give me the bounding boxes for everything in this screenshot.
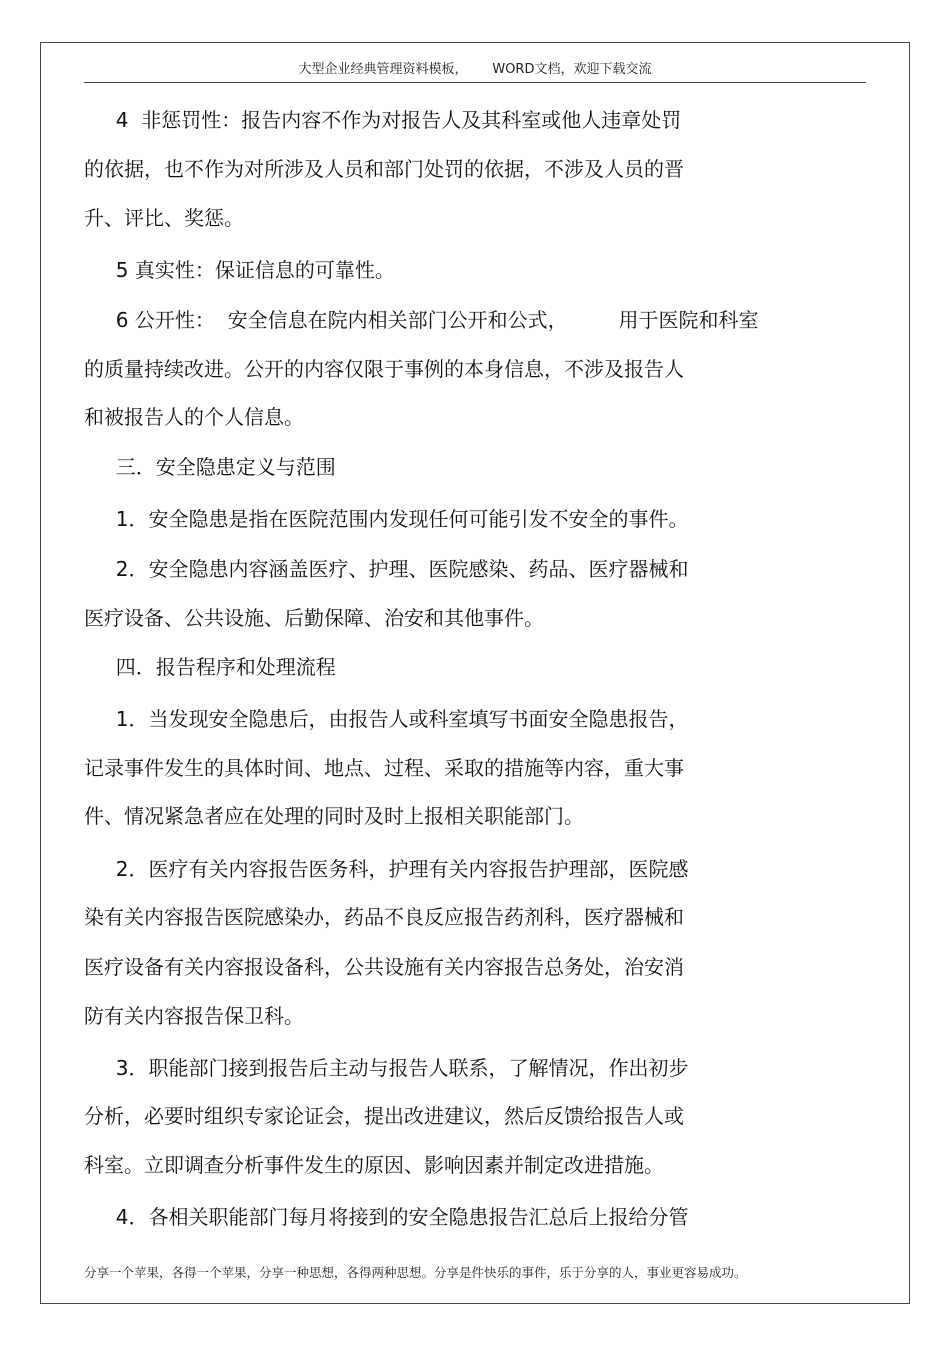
- body-line: 染有关内容报告医院感染办，药品不良反应报告药剂科，医疗器械和: [84, 905, 684, 929]
- body-line: 4．各相关职能部门每月将接到的安全隐患报告汇总后上报给分管: [84, 1205, 689, 1229]
- body-line: 升、评比、奖惩。: [84, 206, 244, 230]
- page-header: 大型企业经典管理资料模板， WORD文档，欢迎下载交流: [298, 62, 652, 77]
- body-line: 6 公开性： 安全信息在院内相关部门公开和公式， 用于医院和科室: [84, 308, 759, 332]
- body-line: 医疗设备、公共设施、后勤保障、治安和其他事件。: [84, 606, 544, 630]
- body-line: 2．医疗有关内容报告医务科，护理有关内容报告护理部，医院感: [84, 857, 689, 881]
- page-footer: 分享一个苹果，各得一个苹果，分享一种思想，各得两种思想。分享是件快乐的事件，乐于分享的人，事业更容易成功。: [84, 1265, 747, 1280]
- header-divider: [84, 82, 866, 83]
- body-line: 分析，必要时组织专家论证会，提出改进建议，然后反馈给报告人或: [84, 1104, 684, 1128]
- body-line: 1．当发现安全隐患后，由报告人或科室填写书面安全隐患报告，: [84, 707, 689, 731]
- body-line: 2．安全隐患内容涵盖医疗、护理、医院感染、药品、医疗器械和: [84, 557, 689, 581]
- section-heading: 四．报告程序和处理流程: [84, 655, 336, 679]
- body-line: 的依据，也不作为对所涉及人员和部门处罚的依据，不涉及人员的晋: [84, 157, 684, 181]
- body-line: 1．安全隐患是指在医院范围内发现任何可能引发不安全的事件。: [84, 507, 689, 531]
- body-line: 记录事件发生的具体时间、地点、过程、采取的措施等内容，重大事: [84, 756, 684, 780]
- body-line: 和被报告人的个人信息。: [84, 405, 304, 429]
- body-line: 5 真实性：保证信息的可靠性。: [84, 258, 395, 282]
- body-line: 件、情况紧急者应在处理的同时及时上报相关职能部门。: [84, 804, 584, 828]
- body-line: 3．职能部门接到报告后主动与报告人联系，了解情况，作出初步: [84, 1056, 689, 1080]
- body-line: 的质量持续改进。公开的内容仅限于事例的本身信息，不涉及报告人: [84, 357, 684, 381]
- body-line: 科室。立即调查分析事件发生的原因、影响因素并制定改进措施。: [84, 1153, 664, 1177]
- body-line: 防有关内容报告保卫科。: [84, 1004, 304, 1028]
- body-line: 医疗设备有关内容报设备科，公共设施有关内容报告总务处，治安消: [84, 955, 684, 979]
- body-line: 4 非惩罚性：报告内容不作为对报告人及其科室或他人违章处罚: [84, 108, 682, 132]
- section-heading: 三．安全隐患定义与范围: [84, 455, 336, 479]
